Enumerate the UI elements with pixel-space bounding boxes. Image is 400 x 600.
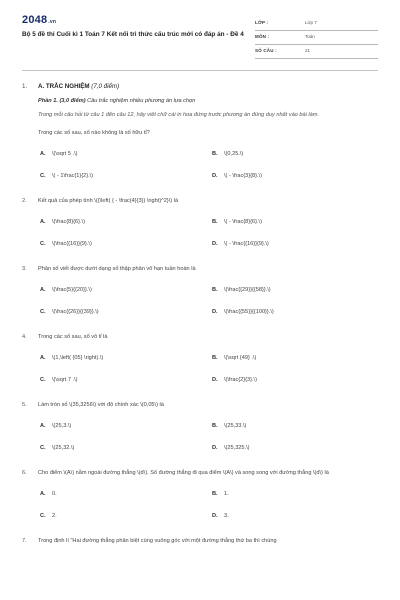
meta-value: Lớp 7 bbox=[305, 20, 317, 25]
question-text bbox=[22, 264, 378, 274]
option-text: \(\frac{8}{6}.\) bbox=[52, 219, 85, 225]
option-letter: C. bbox=[40, 173, 46, 179]
option-d[interactable] bbox=[212, 442, 250, 454]
option-text: \(\frac{5}{{20}}.\) bbox=[52, 287, 92, 293]
exam-content bbox=[22, 80, 378, 546]
question-number: 2. bbox=[22, 198, 27, 204]
option-text: \( - \frac{8}{6}.\) bbox=[224, 219, 262, 225]
option-letter: C. bbox=[40, 309, 46, 315]
question-6 bbox=[22, 468, 378, 526]
question-number: 4. bbox=[22, 334, 27, 340]
option-c[interactable] bbox=[40, 306, 99, 318]
option-letter: B. bbox=[212, 219, 218, 225]
answer-options bbox=[22, 482, 378, 526]
answer-options bbox=[22, 210, 378, 254]
option-letter: A. bbox=[40, 355, 46, 361]
option-b[interactable] bbox=[212, 420, 246, 432]
question-text bbox=[22, 468, 378, 478]
document-title: Bộ 5 đề thi Cuối kì 1 Toán 7 Kết nối tri thức cấu trúc mới có đáp án - Đề 4 bbox=[22, 31, 244, 38]
option-a[interactable] bbox=[40, 284, 92, 296]
option-text: \(\sqrt {49} .\) bbox=[224, 355, 257, 361]
option-c[interactable] bbox=[40, 510, 57, 522]
section-title: A. TRẮC NGHIỆM bbox=[38, 83, 90, 90]
option-a[interactable] bbox=[40, 216, 85, 228]
option-b[interactable] bbox=[212, 352, 256, 364]
section-points: (7,0 điểm) bbox=[91, 83, 120, 90]
option-letter: B. bbox=[212, 287, 218, 293]
instruction-text: Trong mỗi câu hỏi từ câu 1 đến câu 12, hãy viết chữ cái in hoa đứng trước phương án đúng duy nhất vào bài làm. bbox=[38, 112, 319, 118]
option-b[interactable] bbox=[212, 284, 271, 296]
option-c[interactable] bbox=[40, 170, 93, 182]
answer-options bbox=[22, 346, 378, 390]
option-d[interactable] bbox=[212, 374, 257, 386]
option-a[interactable] bbox=[40, 488, 57, 500]
option-text: \(\frac{{29}}{{58}}.\) bbox=[224, 287, 271, 293]
option-letter: A. bbox=[40, 219, 46, 225]
meta-value: 21 bbox=[305, 48, 311, 53]
question-text bbox=[22, 400, 378, 410]
option-a[interactable] bbox=[40, 352, 103, 364]
option-text: 3. bbox=[224, 513, 229, 519]
option-letter: C. bbox=[40, 241, 46, 247]
logo-suffix: .vn bbox=[48, 19, 57, 25]
meta-value: Toán bbox=[305, 34, 315, 39]
answer-options bbox=[22, 414, 378, 458]
question-2 bbox=[22, 196, 378, 254]
meta-label: LỚP : bbox=[255, 20, 269, 25]
option-text: \(0,25.\) bbox=[224, 151, 244, 157]
question-5 bbox=[22, 400, 378, 458]
option-text: \(1,\left( {05} \right).\) bbox=[52, 355, 104, 361]
question-stem: Cho điểm \(A\) nằm ngoài đường thẳng \(d\). Số đường thẳng đi qua điểm \(A\) và song song với đường thẳng \(d\) là bbox=[38, 470, 329, 476]
option-text: \(\frac{{16}}{9}.\) bbox=[52, 241, 92, 247]
logo-text: 2048 bbox=[22, 14, 48, 26]
option-letter: C. bbox=[40, 445, 46, 451]
question-number: 7. bbox=[22, 538, 27, 544]
option-letter: D. bbox=[212, 513, 218, 519]
question-stem: Làm tròn số \(35,3256\) với độ chính xác \(0,05\) là bbox=[38, 402, 164, 408]
option-text: 2. bbox=[52, 513, 57, 519]
section-number: 1. bbox=[22, 83, 28, 90]
option-d[interactable] bbox=[212, 170, 262, 182]
option-text: \(25,3.\) bbox=[52, 423, 72, 429]
option-text: \(\frac{{55}}{{100}}.\) bbox=[224, 309, 274, 315]
question-stem: Phân số viết được dưới dạng số thập phân vô hạn tuần hoàn là bbox=[38, 266, 196, 272]
option-letter: B. bbox=[212, 151, 218, 157]
option-letter: B. bbox=[212, 491, 218, 497]
option-text: \( - 1\frac{1}{2}.\) bbox=[52, 173, 94, 179]
option-letter: A. bbox=[40, 491, 46, 497]
option-text: \(\sqrt 7 .\) bbox=[52, 377, 78, 383]
question-text bbox=[22, 332, 378, 342]
question-text bbox=[22, 536, 378, 546]
option-text: \( - \frac{{16}}{9}.\) bbox=[224, 241, 269, 247]
answer-options bbox=[22, 278, 378, 322]
question-stem: Trong các số sau, số vô tỉ là bbox=[38, 334, 108, 340]
option-letter: D. bbox=[212, 377, 218, 383]
question-stem: Kết quả của phép tính \({\left( { - \frac{4}{3}} \right)^2}\) là bbox=[38, 198, 179, 204]
question-stem: Trong định lí "Hai đường thẳng phân biệt cùng vuông góc với một đường thẳng thứ ba thì chúng bbox=[38, 538, 277, 544]
option-c[interactable] bbox=[40, 238, 92, 250]
option-letter: C. bbox=[40, 513, 46, 519]
question-1 bbox=[22, 128, 378, 186]
question-number: 6. bbox=[22, 470, 27, 476]
meta-row-subject bbox=[255, 31, 378, 45]
site-logo[interactable] bbox=[22, 14, 56, 26]
option-b[interactable] bbox=[212, 216, 262, 228]
section-heading bbox=[22, 80, 378, 94]
option-c[interactable] bbox=[40, 374, 78, 386]
option-letter: B. bbox=[212, 355, 218, 361]
option-letter: B. bbox=[212, 423, 218, 429]
header-divider bbox=[22, 70, 378, 71]
option-d[interactable] bbox=[212, 510, 229, 522]
question-7 bbox=[22, 536, 378, 546]
document-header bbox=[22, 14, 378, 64]
part-label: Phần 1. (3,0 điểm) bbox=[38, 98, 86, 104]
option-text: 1. bbox=[224, 491, 229, 497]
option-letter: A. bbox=[40, 287, 46, 293]
question-3 bbox=[22, 264, 378, 322]
option-text: \(25,33.\) bbox=[224, 423, 247, 429]
option-letter: D. bbox=[212, 173, 218, 179]
option-d[interactable] bbox=[212, 306, 274, 318]
meta-row-count bbox=[255, 45, 378, 59]
option-text: 0. bbox=[52, 491, 57, 497]
option-text: \(\frac{{26}}{{39}}.\) bbox=[52, 309, 99, 315]
option-letter: D. bbox=[212, 241, 218, 247]
meta-label: SỐ CÂU : bbox=[255, 48, 277, 53]
meta-label: MÔN : bbox=[255, 34, 270, 39]
option-c[interactable] bbox=[40, 442, 74, 454]
answer-options bbox=[22, 142, 378, 186]
question-text: Trong các số sau, số nào không là số hữu tỉ? bbox=[38, 130, 150, 136]
option-b[interactable] bbox=[212, 148, 243, 160]
option-text: \(\frac{2}{3}.\) bbox=[224, 377, 257, 383]
meta-row-class bbox=[255, 17, 378, 31]
option-text: \(\sqrt 5 .\) bbox=[52, 151, 78, 157]
question-number: 3. bbox=[22, 266, 27, 272]
part-heading bbox=[38, 94, 378, 108]
question-text bbox=[22, 196, 378, 206]
option-letter: D. bbox=[212, 445, 218, 451]
option-letter: A. bbox=[40, 423, 46, 429]
option-letter: A. bbox=[40, 151, 46, 157]
option-letter: D. bbox=[212, 309, 218, 315]
option-letter: C. bbox=[40, 377, 46, 383]
part-text: Câu trắc nghiệm nhiều phương án lựa chọn bbox=[85, 98, 196, 104]
option-d[interactable] bbox=[212, 238, 269, 250]
option-text: \( - \frac{3}{8}.\) bbox=[224, 173, 262, 179]
document-meta bbox=[255, 17, 378, 59]
option-a[interactable] bbox=[40, 148, 78, 160]
option-text: \(25,325.\) bbox=[224, 445, 250, 451]
option-a[interactable] bbox=[40, 420, 71, 432]
option-b[interactable] bbox=[212, 488, 229, 500]
question-number: 5. bbox=[22, 402, 27, 408]
question-4 bbox=[22, 332, 378, 390]
option-text: \(25,32.\) bbox=[52, 445, 75, 451]
